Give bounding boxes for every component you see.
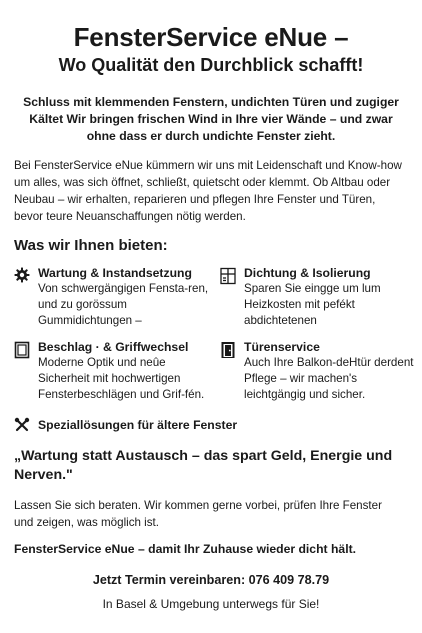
service-desc: Auch Ihre Balkon-deHtür derdent Pflege – wir machen's leichtgängig und sicher. [244,356,414,401]
page-title: FensterService eNue – [73,22,349,52]
intro-paragraph: Bei FensterService eNue kümmern wir uns mit Leidenschaft und Know-how um alles, was sich öffnet, schließt, quietscht oder klemmt. Ob Altbau oder Neubau – wir erhalten, reparieren und pflegen Ihre Fenster und Türen, bevor teure Neuanschaffungen nötig werden. [14,159,402,223]
service-item-maintenance [14,265,210,329]
window-frame-icon [14,339,32,403]
service-item-sealing [220,265,416,329]
service-name: Dichtung & Isolierung [244,266,371,280]
service-desc: Moderne Optik und neûe Sicherheit mit hochwertigen Fensterbeschlägen und Grif-fén. [38,356,205,401]
tagline: FensterService eNue – damit Ihr Zuhause wieder dicht hält. [14,542,357,556]
special-solutions [14,417,404,433]
tools-icon [14,417,32,433]
service-name: Wartung & Instandsetzung [38,266,192,280]
call-to-action: Jetzt Termin vereinbaren: 076 409 78.79 [92,573,330,587]
service-item-fittings [14,339,210,403]
window-seal-icon [220,265,238,329]
special-name: Speziallösungen für ältere Fenster [38,418,238,432]
service-desc: Von schwergängigen Fensta-ren, und zu gorössum Gummidichtungen – [38,282,209,327]
service-name: Beschlag · & Griffwechsel [38,340,189,354]
services-grid [14,265,414,403]
intro-bold-paragraph: Schluss mit klemmenden Fenstern, undichten Türen und zugiger Kältet Wir bringen frischen Wind in Ihre vier Wände – und zwar ohne dass er durch undichte Fenster zieht. [23,95,399,143]
service-name: Türenservice [244,340,320,354]
service-item-doors [220,339,416,403]
gear-icon [14,265,32,329]
door-icon [220,339,238,403]
page-subtitle: Wo Qualität den Durchblick schafft! [58,55,364,75]
offer-heading: Was wir Ihnen bieten: [14,237,168,254]
consult-paragraph: Lassen Sie sich beraten. Wir kommen gerne vorbei, prüfen Ihre Fenster und zeigen, was möglich ist. [14,499,382,529]
service-region: In Basel & Umgebung unterwegs für Sie! [102,597,320,611]
quote: „Wartung statt Austausch – das spart Geld, Energie und Nerven." [14,448,393,483]
service-desc: Sparen Sie eingge um lum Heizkosten mit pefékt abdichtetenen [244,282,381,327]
